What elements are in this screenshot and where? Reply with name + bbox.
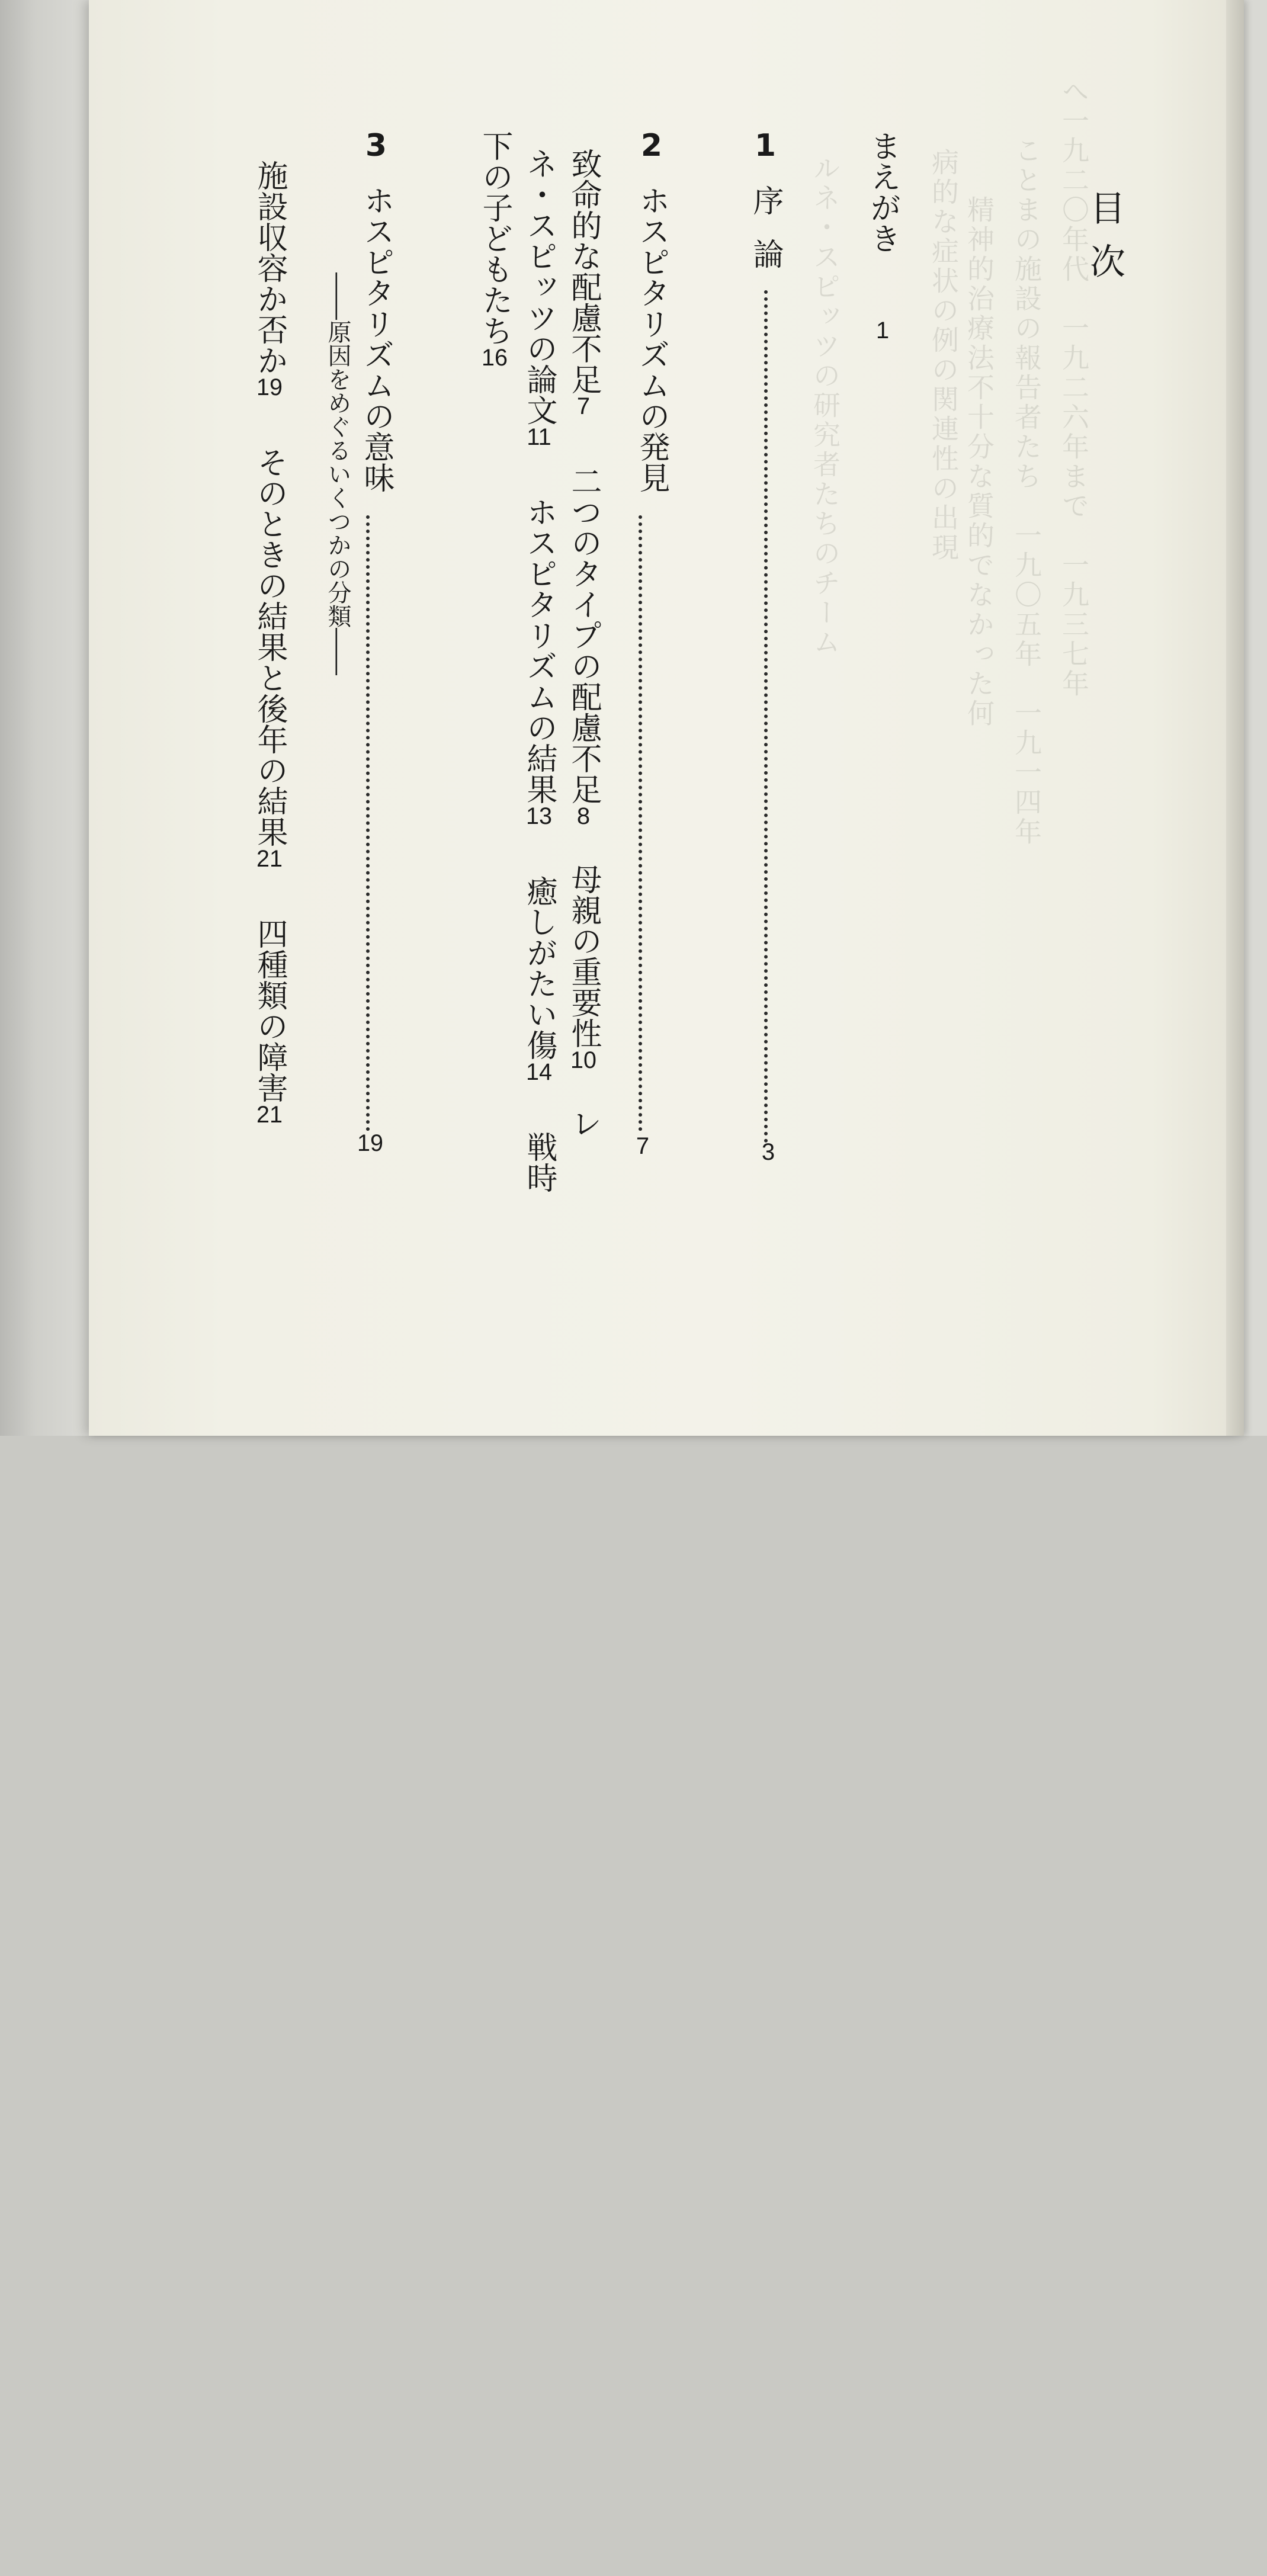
subsection-page: 16 (482, 346, 508, 370)
subsection-label[interactable]: 四種類の障害 (252, 918, 287, 1103)
chapter-title: ホスピタリズムの発見 (634, 185, 669, 493)
subsection-label[interactable]: 致命的な配慮不足 (566, 148, 601, 394)
bleed-through-text: 精神的治療法不十分な質的でなかった何 (963, 195, 995, 729)
subsection-page: 10 (570, 1048, 596, 1072)
chapter-subtitle: ――原因をめぐるいくつかの分類―― (324, 272, 351, 675)
subsection-page: 21 (256, 847, 283, 871)
subsection-label: 戦時 (521, 1131, 557, 1193)
subsection-page: 11 (527, 425, 551, 449)
subsection-label[interactable]: ホスピタリズムの結果 (521, 496, 557, 804)
chapter-number: 2 (640, 130, 663, 161)
toc-subsection-line (474, 0, 515, 1566)
subsection-page: 13 (526, 804, 552, 828)
subsection-page: 21 (256, 1103, 283, 1127)
chapter-page-number: 7 (636, 1134, 650, 1158)
toc-entry-preface[interactable] (862, 0, 903, 1566)
chapter-title: 序論 (748, 185, 783, 291)
subsection-label[interactable]: 二つのタイプの配慮不足 (566, 466, 601, 804)
bleed-through-text: へ一九二〇年代 一九二六年まで 一九三七年 (1058, 77, 1090, 699)
chapter-number: 1 (754, 130, 777, 161)
toc-title: 目次 (1084, 190, 1125, 296)
subsection-page: 7 (576, 394, 591, 418)
toc-subsection-line (563, 0, 604, 1584)
bleed-through-text: ルネ・スピッツの研究者たちのチーム (809, 154, 841, 657)
chapter-page-number: 19 (357, 1131, 383, 1155)
bleed-through-text: 病的な症状の例の関連性の出現 (928, 148, 960, 563)
toc-subsection-line (518, 0, 560, 1584)
chapter-page (748, 0, 789, 2576)
toc-entry-page: 1 (875, 319, 890, 342)
subsection-label: レ (566, 1108, 601, 1138)
page-gutter-shadow (1226, 0, 1244, 1436)
subsection-label[interactable]: ネ・スピッツの論文 (521, 148, 557, 425)
chapter-number: 3 (365, 130, 387, 161)
subsection-label[interactable]: 母親の重要性 (566, 864, 601, 1048)
bleed-through-text: ことまの施設の報告者たち 一九〇五年 一九一四年 (1011, 136, 1043, 847)
subsection-label[interactable]: 施設収容か否か (252, 160, 287, 376)
subsection-page: 14 (526, 1060, 552, 1084)
chapter-page-number: 3 (761, 1140, 775, 1164)
subsection-label[interactable]: そのときの結果と後年の結果 (252, 447, 287, 847)
chapter-page (349, 0, 391, 2567)
toc-subsection-line (249, 0, 290, 1596)
subsection-label[interactable]: 下の子どもたち (477, 130, 512, 346)
subsection-label[interactable]: 癒しがたい傷 (521, 875, 557, 1060)
subsection-page: 19 (256, 376, 283, 399)
subsection-page: 8 (576, 804, 591, 828)
chapter-title: ホスピタリズムの意味 (358, 185, 394, 493)
toc-entry-label: まえがき (865, 130, 900, 254)
chapter-page (622, 0, 663, 2570)
